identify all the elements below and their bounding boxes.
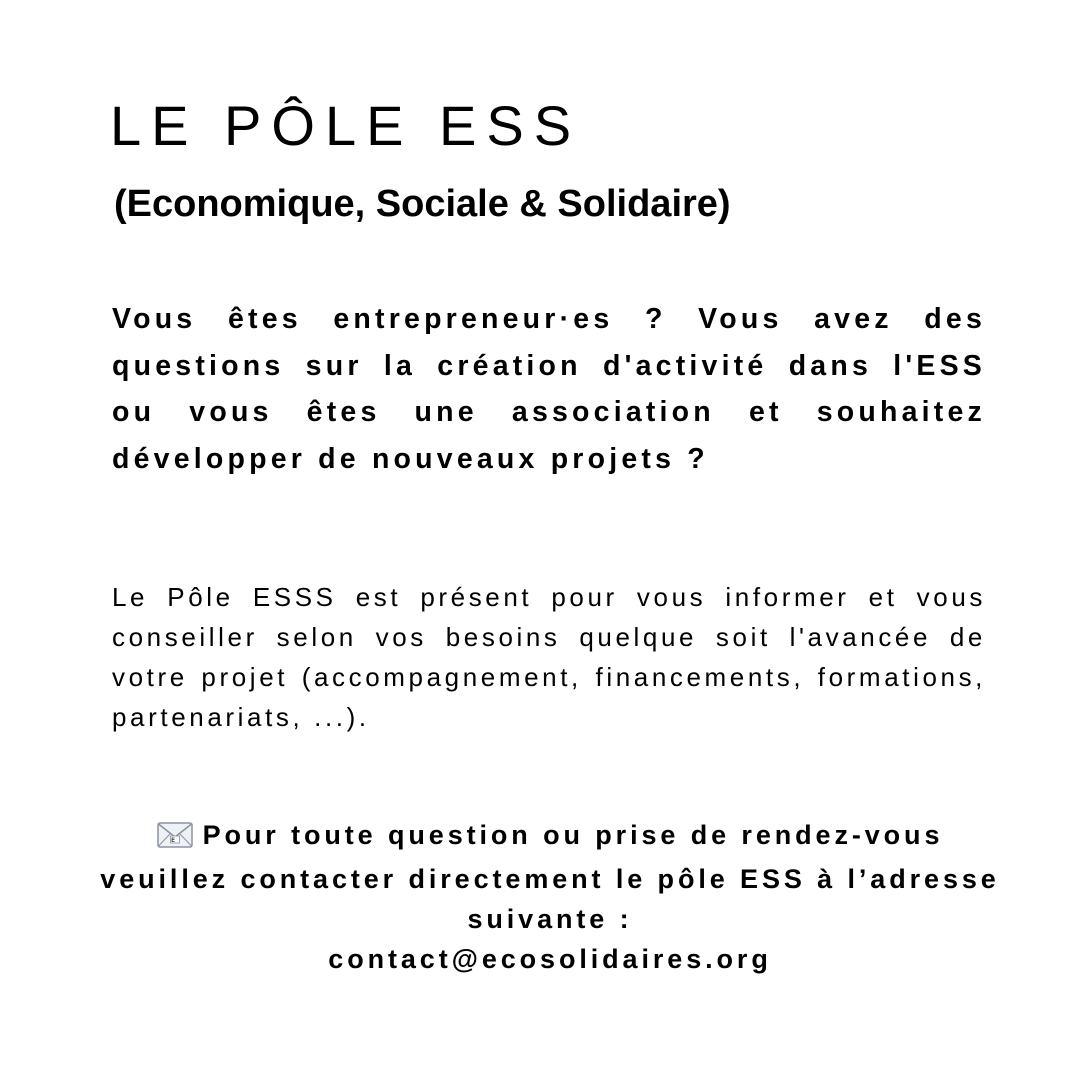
contact-email-link[interactable]: contact@ecosolidaires.org (328, 944, 772, 974)
page-subtitle: (Economique, Sociale & Solidaire) (114, 183, 731, 225)
intro-question: Vous êtes entrepreneur·es ? Vous avez des questions sur la création d'activité dans l'ESS ou vous êtes une association et souhaitez développer de nouveaux projets ? (112, 303, 986, 475)
svg-text:E: E (170, 837, 179, 844)
page-title: LE PÔLE ESS (110, 94, 582, 157)
envelope-icon (157, 819, 193, 859)
contact-text: Pour toute question ou prise de rendez-vous veuillez contacter directement le pôle ESS à l’adresse suivante : (100, 820, 1000, 934)
description-text: Le Pôle ESSS est présent pour vous informer et vous conseiller selon vos besoins quelque soit l'avancée de votre projet (accompagnement, financements, formations, partenariats, ...). (112, 582, 986, 732)
contact-block (100, 815, 1000, 979)
